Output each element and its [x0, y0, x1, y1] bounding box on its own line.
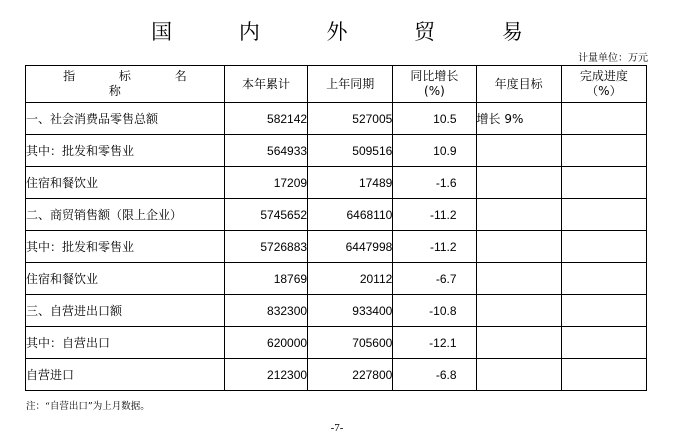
page-number: -7- — [330, 422, 344, 434]
table-row — [26, 295, 647, 327]
header-annual-target: 年度目标 — [476, 66, 561, 103]
row-progress — [561, 103, 646, 135]
row-current: 212300 — [224, 359, 307, 391]
row-previous: 6447998 — [308, 231, 393, 263]
row-growth: 10.9 — [393, 135, 476, 167]
table-row — [26, 263, 647, 295]
table-row — [26, 167, 647, 199]
row-current: 832300 — [224, 295, 307, 327]
row-growth: -6.8 — [393, 359, 476, 391]
row-growth: -11.2 — [393, 199, 476, 231]
page-title: 国 内 外 贸 易 — [151, 20, 553, 44]
row-progress — [561, 167, 646, 199]
row-name: 住宿和餐饮业 — [26, 263, 225, 295]
row-current: 17209 — [224, 167, 307, 199]
table-row — [26, 135, 647, 167]
footnote: 注：“自营出口”为上月数据。 — [26, 401, 150, 412]
trade-table — [25, 65, 647, 391]
header-current-cumulative: 本年累计 — [224, 66, 307, 103]
table-row — [26, 327, 647, 359]
table-row — [26, 359, 647, 391]
row-progress — [561, 199, 646, 231]
row-name: 三、自营进出口额 — [26, 295, 225, 327]
row-target — [476, 295, 561, 327]
row-target — [476, 167, 561, 199]
row-growth: -12.1 — [393, 327, 476, 359]
row-progress — [561, 231, 646, 263]
row-growth: -6.7 — [393, 263, 476, 295]
row-growth: 10.5 — [393, 103, 476, 135]
row-previous: 20112 — [308, 263, 393, 295]
header-indicator: 指 标 名 称 — [26, 66, 225, 103]
row-previous: 705600 — [308, 327, 393, 359]
row-target — [476, 359, 561, 391]
row-target — [476, 263, 561, 295]
header-last-year: 上年同期 — [308, 66, 393, 103]
table-row — [26, 103, 647, 135]
row-current: 5726883 — [224, 231, 307, 263]
row-name: 其中：批发和零售业 — [26, 135, 225, 167]
row-name: 其中：批发和零售业 — [26, 231, 225, 263]
row-previous: 227800 — [308, 359, 393, 391]
row-name: 一、社会消费品零售总额 — [26, 103, 225, 135]
header-yoy-growth: 同比增长 (%) — [393, 66, 476, 103]
row-growth: -1.6 — [393, 167, 476, 199]
row-previous: 509516 — [308, 135, 393, 167]
row-target — [476, 199, 561, 231]
row-name: 二、商贸销售额（限上企业） — [26, 199, 225, 231]
row-current: 18769 — [224, 263, 307, 295]
row-target — [476, 135, 561, 167]
row-current: 564933 — [224, 135, 307, 167]
row-target — [476, 327, 561, 359]
row-current: 582142 — [224, 103, 307, 135]
row-progress — [561, 295, 646, 327]
row-progress — [561, 359, 646, 391]
row-name: 自营进口 — [26, 359, 225, 391]
row-progress — [561, 327, 646, 359]
table-row — [26, 199, 647, 231]
unit-label: 计量单位：万元 — [578, 53, 648, 64]
row-growth: -10.8 — [393, 295, 476, 327]
row-current: 620000 — [224, 327, 307, 359]
row-growth: -11.2 — [393, 231, 476, 263]
row-target — [476, 231, 561, 263]
row-current: 5745652 — [224, 199, 307, 231]
table-header-row — [26, 66, 647, 103]
row-previous: 933400 — [308, 295, 393, 327]
row-previous: 527005 — [308, 103, 393, 135]
row-name: 其中：自营出口 — [26, 327, 225, 359]
row-previous: 17489 — [308, 167, 393, 199]
table-row — [26, 231, 647, 263]
row-progress — [561, 263, 646, 295]
row-name: 住宿和餐饮业 — [26, 167, 225, 199]
header-completion-progress: 完成进度 （%） — [561, 66, 646, 103]
row-target: 增长 9% — [476, 103, 561, 135]
row-previous: 6468110 — [308, 199, 393, 231]
row-progress — [561, 135, 646, 167]
